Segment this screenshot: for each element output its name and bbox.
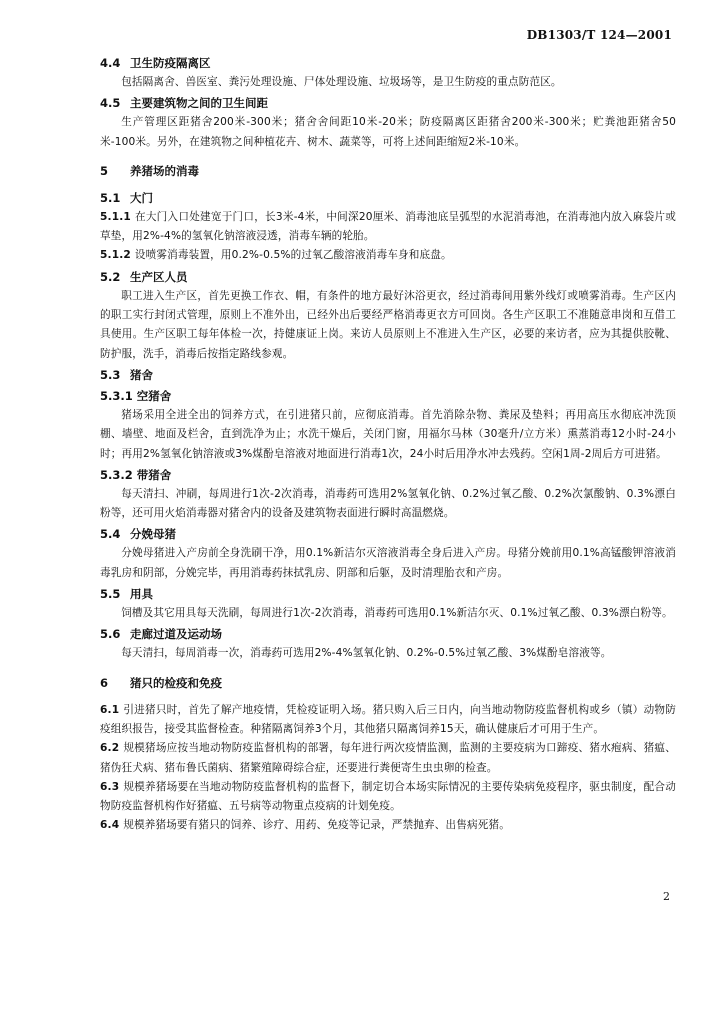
paragraph: 包括隔离舍、兽医室、粪污处理设施、尸体处理设施、垃圾场等，是卫生防疫的重点防范区。 <box>121 76 562 88</box>
paragraph-text: 在大门入口处建宽于门口，长3米-4米，中间深20厘米、消毒池底呈弧型的水泥消毒池，在消毒池内放入麻袋片或草垫，用2%-4%的氢氧化钠溶液浸透，消毒车辆的轮胎。 <box>100 210 676 243</box>
paragraph-text: 设喷雾消毒装置，用0.2%-0.5%的过氧乙酸溶液消毒车身和底盘。 <box>134 249 452 262</box>
clause-heading <box>100 189 676 208</box>
clause-heading <box>100 625 676 644</box>
heading-title: 空猪舍 <box>136 388 172 403</box>
paragraph-number: 6.3 <box>100 780 120 793</box>
numbered-paragraph <box>100 246 676 265</box>
standard-number: DB1303/T 124—2001 <box>526 28 672 42</box>
paragraph: 生产管理区距猪舍200米-300米；猪舍舍间距10米-20米；防疫隔离区距猪舍200米-300米；贮粪池距猪舍50米-100米。另外，在建筑物之间种植花卉、树木、蔬菜等，可将上述间距缩短2米-10米。 <box>100 116 676 148</box>
paragraph-text: 规模猪场应按当地动物防疫监督机构的部署，每年进行两次疫情监测，监测的主要疫病为口蹄疫、猪水疱病、猪瘟、猪伪狂犬病、猪布鲁氏菌病、猪繁殖障碍综合症，还要进行粪便寄生虫虫卵的检查。 <box>100 742 676 774</box>
heading-title: 带猪舍 <box>136 467 172 482</box>
heading-number: 5 <box>100 163 109 178</box>
heading-number: 6 <box>100 675 109 690</box>
heading-number: 5.4 <box>100 527 121 542</box>
numbered-paragraph <box>100 778 676 817</box>
heading-title: 用具 <box>130 587 154 602</box>
numbered-paragraph <box>100 739 676 778</box>
heading-number: 5.1 <box>100 190 121 205</box>
section-heading <box>100 674 676 693</box>
heading-title: 分娩母猪 <box>130 527 177 542</box>
heading-title: 主要建筑物之间的卫生间距 <box>130 96 269 111</box>
heading-number: 5.6 <box>100 627 121 642</box>
clause-heading <box>100 366 676 385</box>
paragraph: 猪场采用全进全出的饲养方式，在引进猪只前，应彻底消毒。首先消除杂物、粪尿及垫料；再用高压水彻底冲洗顶棚、墙壁、地面及栏舍，直到洗净为止；水洗干燥后，关闭门窗，用福尔马林（30毫升/立方米）熏蒸消毒12小时-24小时；再用2%氢氧化钠溶液或3%煤酚皂溶液对地面进行消毒1次，24小时后用净水冲去残药。空闲1周-2周后方可进猪。 <box>100 408 676 460</box>
clause-heading <box>100 54 676 73</box>
paragraph-number: 6.2 <box>100 742 120 755</box>
paragraph-text: 规模养猪场要在当地动物防疫监督机构的监督下，制定切合本场实际情况的主要传染病免疫程序，驱虫制度，配合动物防疫监督机构作好猪瘟、五号病等动物重点疫病的计划免疫。 <box>100 780 676 813</box>
heading-number: 5.3.1 <box>100 388 133 403</box>
heading-title: 走廊过道及运动场 <box>130 627 223 642</box>
heading-number: 5.3 <box>100 367 121 382</box>
numbered-paragraph <box>100 701 676 740</box>
heading-title: 猪只的检疫和免疫 <box>130 675 223 690</box>
paragraph-number: 6.1 <box>100 703 120 716</box>
paragraph: 饲槽及其它用具每天洗刷，每周进行1次-2次消毒，消毒药可选用0.1%新洁尔灭、0.1%过氧乙酸、0.3%漂白粉等。 <box>121 607 673 620</box>
clause-heading <box>100 466 676 485</box>
paragraph: 每天清扫、冲刷，每周进行1次-2次消毒，消毒药可选用2%氢氧化钠、0.2%过氧乙酸、0.2%次氯酸钠、0.3%漂白粉等，还可用火焰消毒器对猪舍内的设备及建筑物表面进行瞬时高温燃烧。 <box>100 487 676 520</box>
heading-number: 4.4 <box>100 56 121 70</box>
heading-title: 生产区人员 <box>130 269 188 284</box>
heading-number: 5.3.2 <box>100 467 133 482</box>
clause-heading <box>100 525 676 544</box>
paragraph-number: 5.1.2 <box>100 249 131 262</box>
document-body <box>100 52 676 836</box>
heading-title: 猪舍 <box>130 367 154 382</box>
section-heading <box>100 162 676 181</box>
heading-title: 养猪场的消毒 <box>130 163 200 178</box>
clause-heading <box>100 94 676 113</box>
heading-number: 5.5 <box>100 587 121 602</box>
heading-number: 4.5 <box>100 96 121 111</box>
page-number: 2 <box>663 890 670 903</box>
paragraph: 职工进入生产区，首先更换工作衣、帽，有条件的地方最好沐浴更衣，经过消毒间用紫外线灯或喷雾消毒。生产区内的职工实行封闭式管理，原则上不准外出，已经外出后要经严格消毒更衣方可回岗。各生产区职工不准随意串岗和互借工具使用。生产区职工每年体检一次，持健康证上岗。来访人员原则上不准进入生产区，必要的来访者，应为其提供胶靴、防护服，洗手，消毒后按指定路线参观。 <box>100 289 676 360</box>
clause-heading <box>100 268 676 287</box>
paragraph: 每天清扫，每周消毒一次，消毒药可选用2%-4%氢氧化钠、0.2%-0.5%过氧乙酸、3%煤酚皂溶液等。 <box>121 647 612 660</box>
heading-title: 卫生防疫隔离区 <box>130 56 211 70</box>
paragraph-number: 5.1.1 <box>100 210 131 223</box>
clause-heading <box>100 585 676 604</box>
paragraph: 分娩母猪进入产房前全身洗刷干净，用0.1%新洁尔灭溶液消毒全身后进入产房。母猪分娩前用0.1%高锰酸钾溶液消毒乳房和阴部，分娩完毕，再用消毒药抹拭乳房、阴部和后躯，及时清理胎衣和产房。 <box>100 547 676 579</box>
numbered-paragraph <box>100 816 676 835</box>
heading-number: 5.2 <box>100 269 121 284</box>
paragraph-text: 规模养猪场要有猪只的饲养、诊疗、用药、免疫等记录，严禁抛弃、出售病死猪。 <box>123 819 510 832</box>
clause-heading <box>100 387 676 406</box>
heading-title: 大门 <box>130 190 154 205</box>
paragraph-text: 引进猪只时，首先了解产地疫情，凭检疫证明入场。猪只购入后三日内，向当地动物防疫监督机构或乡（镇）动物防疫组织报告，接受其监督检查。种猪隔离饲养3个月，其他猪只隔离饲养15天，确认健康后才可用于生产。 <box>100 703 676 735</box>
paragraph-number: 6.4 <box>100 819 120 832</box>
numbered-paragraph <box>100 208 676 247</box>
